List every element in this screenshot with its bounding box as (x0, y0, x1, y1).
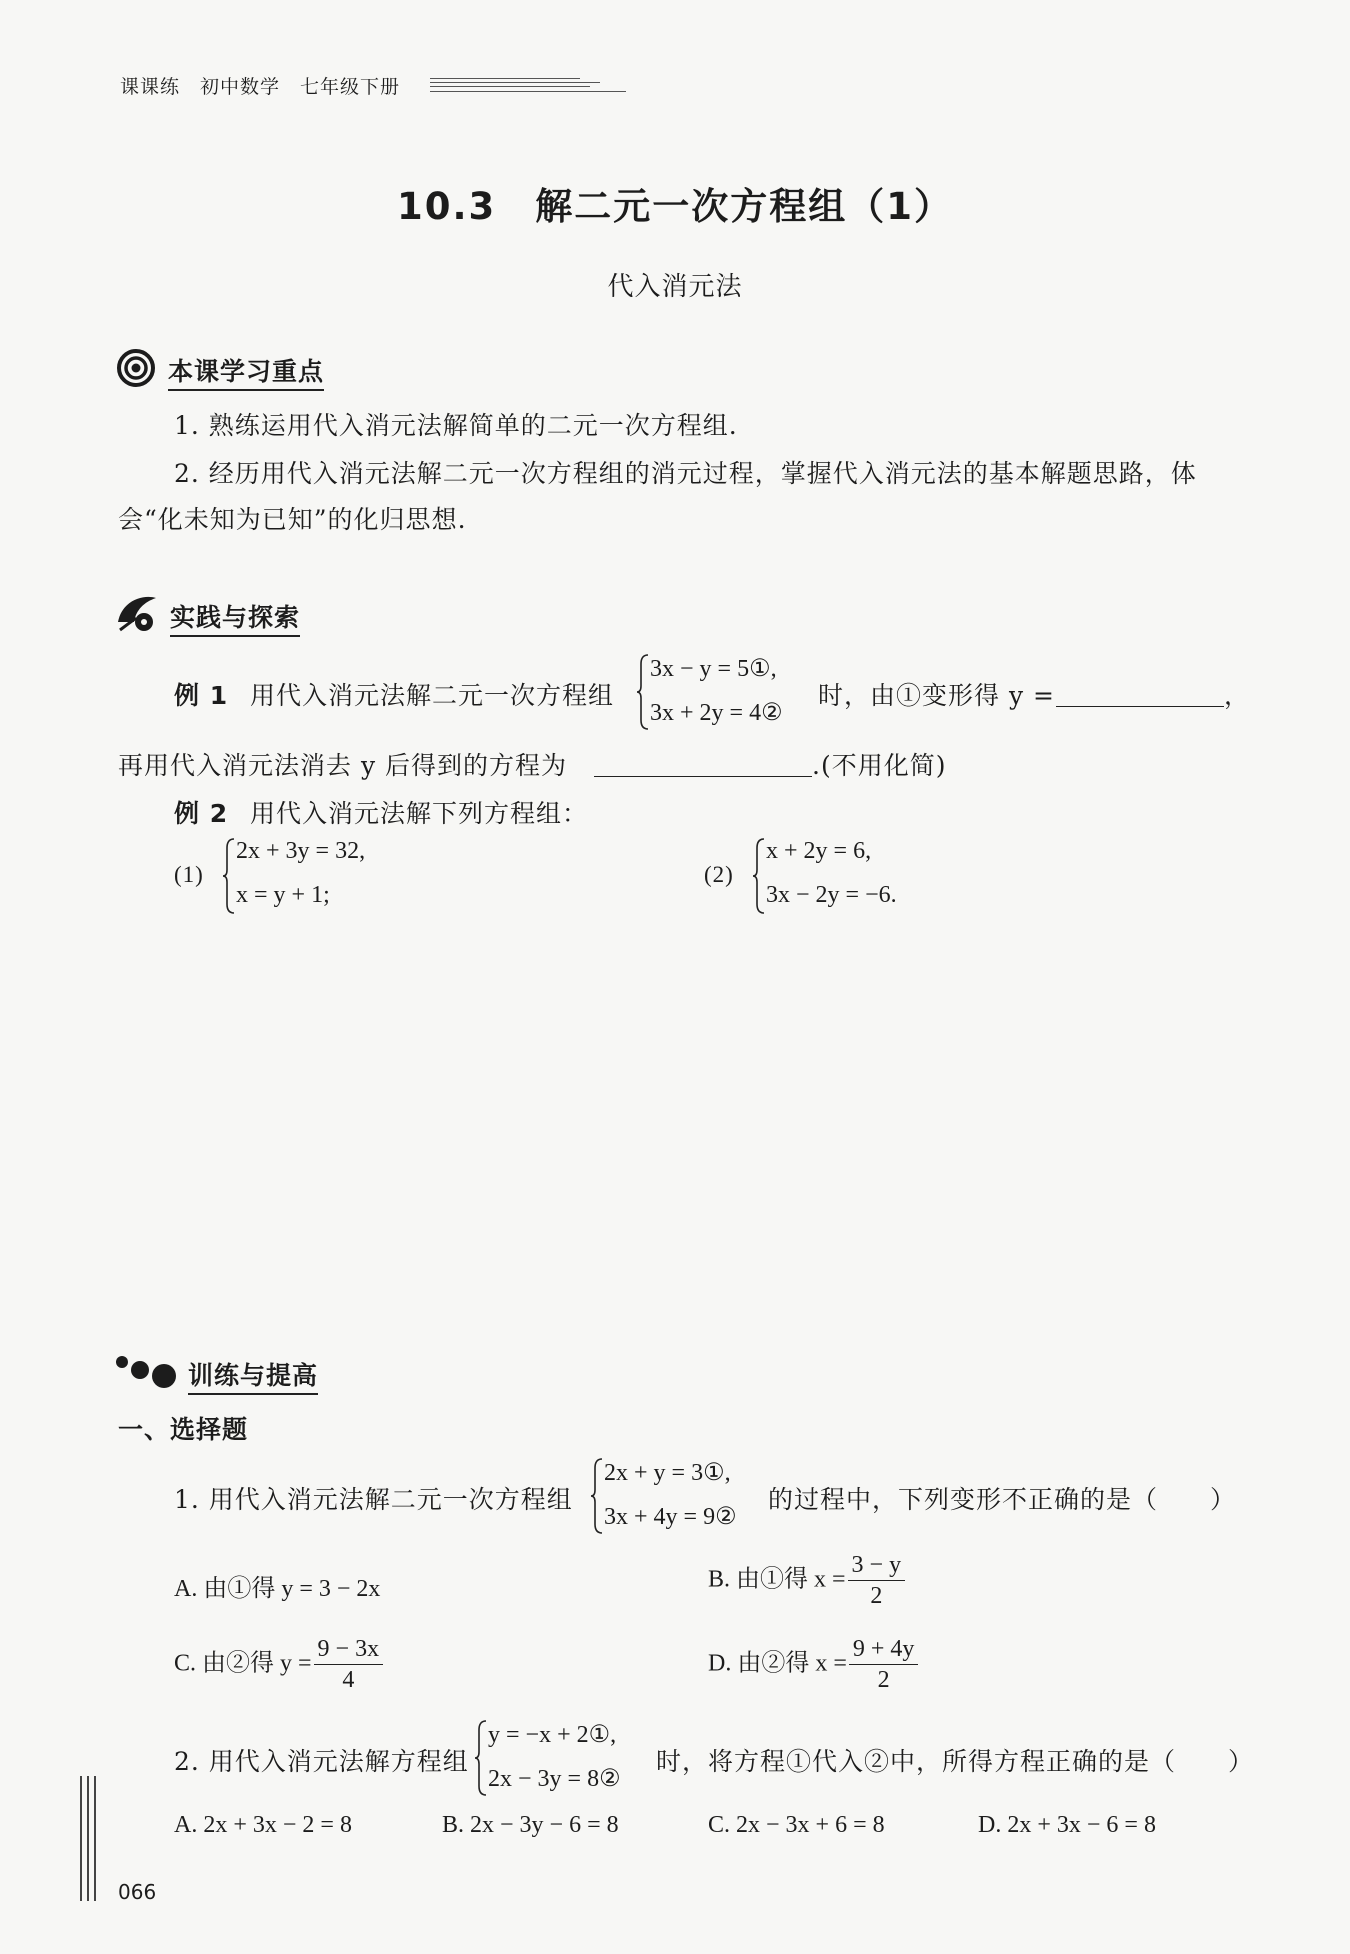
option-d-prefix: D. 由②得 x = (708, 1650, 847, 1677)
fraction-numerator: 9 + 4y (849, 1636, 919, 1665)
running-head: 课课练 初中数学 七年级下册 (120, 76, 401, 98)
question-1-option-c[interactable] (174, 1636, 385, 1694)
pen-nib-icon (114, 592, 160, 634)
question-1-option-a[interactable]: A. 由①得 y = 3 − 2x (174, 1576, 381, 1602)
fraction-denominator: 2 (870, 1583, 883, 1610)
question-2-system (474, 1718, 674, 1798)
brace-icon (222, 836, 236, 916)
question-2-option-a[interactable]: A. 2x + 3x − 2 = 8 (174, 1812, 352, 1838)
option-b-fraction (848, 1552, 906, 1610)
margin-rules (80, 1776, 102, 1901)
example-2-text: 用代入消元法解下列方程组： (250, 799, 589, 828)
question-2-eq2: 2x − 3y = 8② (488, 1766, 621, 1792)
brace-icon (590, 1456, 604, 1536)
fraction-denominator: 4 (342, 1667, 355, 1694)
question-2-option-c[interactable]: C. 2x − 3x + 6 = 8 (708, 1812, 885, 1838)
target-icon (116, 348, 156, 388)
example-1-blank-y[interactable] (1056, 680, 1224, 707)
focus-item-2-line1: 2. 经历用代入消元法解二元一次方程组的消元过程，掌握代入消元法的基本解题思路，体 (174, 459, 1197, 488)
example-1-text: 用代入消元法解二元一次方程组 (250, 681, 615, 710)
example-1-eq2: 3x + 2y = 4② (650, 700, 783, 726)
practice-heading: 实践与探索 (170, 598, 300, 637)
question-2-option-b[interactable]: B. 2x − 3y − 6 = 8 (442, 1812, 619, 1838)
part-1-heading: 一、选择题 (118, 1415, 249, 1444)
question-1-eq1: 2x + y = 3①, (604, 1460, 731, 1486)
fraction-numerator: 9 − 3x (314, 1636, 384, 1665)
fraction-denominator: 2 (877, 1667, 890, 1694)
option-c-fraction (314, 1636, 384, 1694)
question-1-after: 的过程中，下列变形不正确的是（ ） (768, 1485, 1237, 1514)
page-subtitle: 代入消元法 (607, 272, 743, 302)
example-2-part2-label: (2) (704, 862, 734, 887)
focus-item-2-line2: 会“化未知为已知”的化归思想. (118, 505, 467, 534)
question-1-eq2: 3x + 4y = 9② (604, 1504, 737, 1530)
question-2-text: 2. 用代入消元法解方程组 (174, 1747, 469, 1776)
answer-space[interactable] (118, 940, 1238, 1340)
example-1-system (636, 652, 836, 732)
example-1-label: 例 1 (174, 681, 229, 710)
question-2-option-d[interactable]: D. 2x + 3x − 6 = 8 (978, 1812, 1156, 1838)
example-1-comma: ， (1224, 681, 1251, 710)
example-2-part2-eq2: 3x − 2y = −6. (766, 882, 897, 908)
brace-icon (636, 652, 650, 732)
example-2-part2-eq1: x + 2y = 6, (766, 838, 872, 864)
example-2-part1-label: (1) (174, 862, 204, 887)
focus-heading: 本课学习重点 (168, 352, 324, 391)
header-rules (430, 78, 626, 98)
example-2-label: 例 2 (174, 799, 229, 828)
question-1-option-b[interactable] (708, 1552, 907, 1610)
example-2-part1-eq1: 2x + 3y = 32, (236, 838, 366, 864)
question-2-after: 时，将方程①代入②中，所得方程正确的是（ ） (656, 1747, 1255, 1776)
option-d-fraction (849, 1636, 919, 1694)
question-1-option-d[interactable] (708, 1636, 920, 1694)
example-2-part1-eq2: x = y + 1; (236, 882, 330, 908)
training-heading: 训练与提高 (188, 1356, 318, 1395)
example-2-part2-system (752, 836, 952, 916)
example-1-line2-b: .(不用化简) (812, 751, 947, 780)
example-1-line2-a: 再用代入消元法消去 y 后得到的方程为 (118, 751, 568, 780)
example-1-blank-equation[interactable] (594, 750, 812, 777)
fraction-numerator: 3 − y (848, 1552, 906, 1581)
option-c-prefix: C. 由②得 y = (174, 1650, 312, 1677)
question-1-text: 1. 用代入消元法解二元一次方程组 (174, 1485, 573, 1514)
brace-icon (474, 1718, 488, 1798)
option-b-prefix: B. 由①得 x = (708, 1566, 846, 1593)
question-1-system (590, 1456, 790, 1536)
brace-icon (752, 836, 766, 916)
three-dots-icon (114, 1350, 180, 1390)
example-1-after: 时，由①变形得 y = (818, 681, 1055, 710)
question-2-eq1: y = −x + 2①, (488, 1722, 617, 1748)
page-number: 066 (118, 1880, 157, 1904)
example-2-part1-system (222, 836, 422, 916)
example-1-eq1: 3x − y = 5①, (650, 656, 777, 682)
focus-item-1: 1. 熟练运用代入消元法解简单的二元一次方程组. (174, 411, 738, 440)
page-title: 10.3 解二元一次方程组（1） (396, 185, 954, 228)
